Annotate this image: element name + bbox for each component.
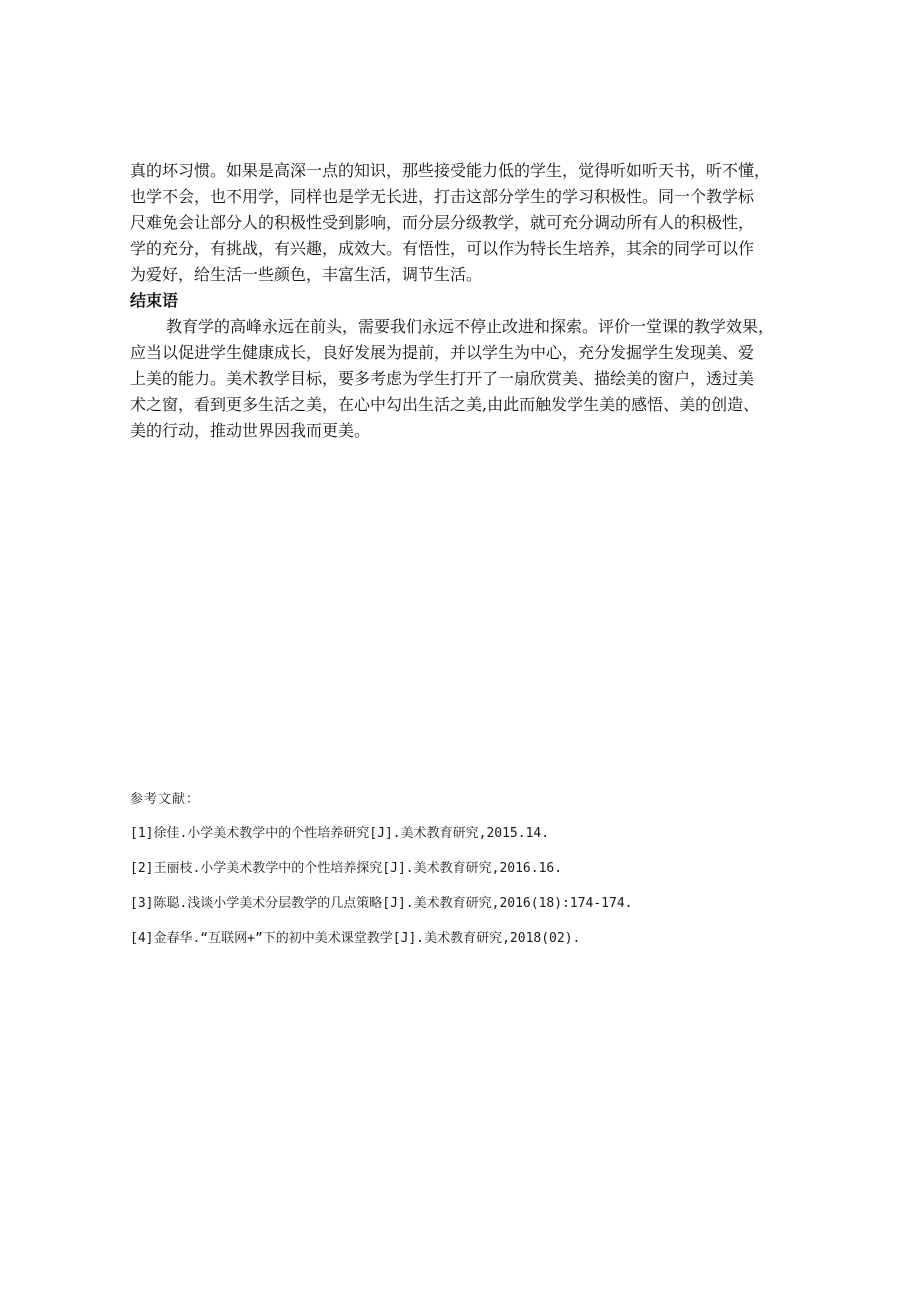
reference-item: [3]陈聪.浅谈小学美术分层教学的几点策略[J].美术教育研究,2016(18):174-174. xyxy=(130,896,633,911)
text-line: 也学不会，也不用学，同样也是学无长进，打击这部分学生的学习积极性。同一个教学标 xyxy=(130,187,755,206)
text-line: 为爱好，给生活一些颜色，丰富生活，调节生活。 xyxy=(130,265,483,284)
reference-item: [1]徐佳.小学美术教学中的个性培养研究[J].美术教育研究,2015.14. xyxy=(130,826,550,841)
references-section xyxy=(130,790,830,964)
body-text xyxy=(130,158,810,444)
text-line: 尺难免会让部分人的积极性受到影响，而分层分级教学，就可充分调动所有人的积极性， xyxy=(130,213,755,232)
text-line: 学的充分，有挑战，有兴趣，成效大。有悟性，可以作为特长生培养，其余的同学可以作 xyxy=(130,239,755,258)
text-line: 美的行动，推动世界因我而更美。 xyxy=(130,421,371,440)
text-line: 上美的能力。美术教学目标，要多考虑为学生打开了一扇欣赏美、描绘美的窗户，透过美 xyxy=(130,369,755,388)
text-line: 教育学的高峰永远在前头，需要我们永远不停止改进和探索。评价一堂课的教学效果， xyxy=(166,317,775,336)
text-line: 术之窗，看到更多生活之美，在心中勾出生活之美,由此而触发学生美的感悟、美的创造、 xyxy=(130,395,760,414)
text-line: 应当以促进学生健康成长，良好发展为提前，并以学生为中心，充分发掘学生发现美、爱 xyxy=(130,343,755,362)
text-line: 真的坏习惯。如果是高深一点的知识，那些接受能力低的学生，觉得听如听天书，听不懂， xyxy=(130,161,771,180)
references-title: 参考文献： xyxy=(130,792,201,807)
paragraph-continuation xyxy=(130,158,810,288)
paragraph-conclusion xyxy=(130,314,810,444)
reference-item: [2]王丽枝.小学美术教学中的个性培养探究[J].美术教育研究,2016.16. xyxy=(130,861,563,876)
reference-item: [4]金春华.“互联网+”下的初中美术课堂教学[J].美术教育研究,2018(02). xyxy=(130,931,581,946)
section-heading-conclusion: 结束语 xyxy=(130,291,179,310)
